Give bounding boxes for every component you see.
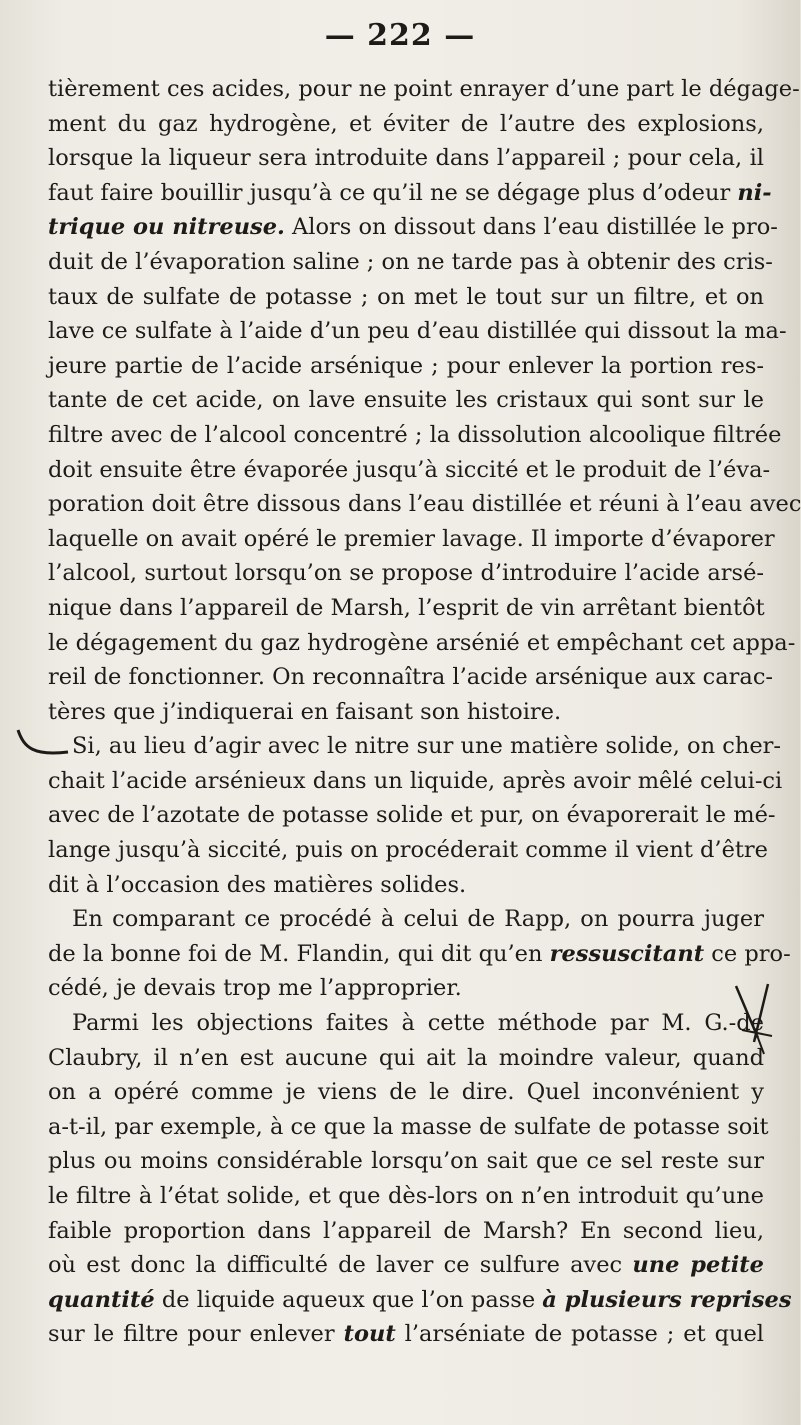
italic-text: ni- — [737, 179, 772, 206]
text-segment: ce pro- — [704, 940, 791, 967]
text-line — [48, 591, 764, 626]
text-line — [48, 971, 764, 1006]
text-line — [48, 902, 764, 937]
text-segment: tères que j’indiquerai en faisant son histoire. — [48, 698, 562, 725]
text-segment: filtre avec de l’alcool concentré ; la dissolution alcoolique filtrée — [48, 421, 782, 448]
text-line — [48, 660, 774, 695]
text-line — [48, 349, 764, 384]
text-line — [48, 210, 778, 245]
text-segment: tante de cet acide, on lave ensuite les cristaux qui sont sur le — [48, 387, 764, 414]
margin-cross-mark — [728, 980, 778, 1060]
text-line — [48, 1006, 764, 1041]
text-line — [48, 937, 791, 972]
text-segment: de liquide aqueux que l’on passe — [154, 1286, 543, 1313]
text-line — [48, 487, 801, 522]
italic-text: quantité — [48, 1286, 155, 1313]
text-line — [48, 833, 768, 868]
text-segment: cédé, je devais trop me l’approprier. — [48, 975, 462, 1002]
text-line — [48, 72, 800, 107]
body-text — [48, 72, 801, 1352]
text-line — [48, 1144, 764, 1179]
text-segment: faut faire bouillir jusqu’à ce qu’il ne se dégage plus d’odeur — [48, 179, 738, 206]
italic-text: tout — [343, 1321, 396, 1348]
text-segment: duit de l’évaporation saline ; on ne tarde pas à obtenir des cris- — [48, 248, 773, 275]
text-segment: sur le filtre pour enlever — [48, 1321, 344, 1348]
text-line — [48, 1214, 764, 1249]
text-segment: faible proportion dans l’appareil de Marsh? En second lieu, — [48, 1217, 764, 1244]
text-line — [48, 1317, 764, 1352]
text-line — [48, 453, 771, 488]
text-line — [48, 626, 796, 661]
text-segment: où est donc la difficulté de laver ce sulfure avec — [48, 1252, 633, 1279]
italic-text: trique ou nitreuse. — [48, 214, 285, 241]
text-segment: Claubry, il n’en est aucune qui ait la moindre valeur, quand — [48, 1044, 764, 1071]
text-segment: lorsque la liqueur sera introduite dans l’appareil ; pour cela, il — [48, 145, 764, 172]
margin-hook-mark — [14, 726, 74, 762]
text-segment: dit à l’occasion des matières solides. — [48, 871, 467, 898]
italic-text: ressuscitant — [549, 940, 705, 967]
text-segment: lange jusqu’à siccité, puis on procéderait comme il vient d’être — [48, 837, 768, 864]
text-segment: chait l’acide arsénieux dans un liquide, après avoir mêlé celui-ci — [48, 767, 783, 794]
page-number: — 222 — — [324, 18, 476, 53]
text-segment: lave ce sulfate à l’aide d’un peu d’eau distillée qui dissout la ma- — [48, 318, 787, 345]
text-line — [48, 764, 783, 799]
text-segment: a-t-il, par exemple, à ce que la masse de sulfate de potasse soit — [48, 1113, 769, 1140]
text-line — [48, 1075, 764, 1110]
text-segment: doit ensuite être évaporée jusqu’à siccité et le produit de l’éva- — [48, 456, 771, 483]
text-line — [48, 1041, 764, 1076]
text-segment: l’alcool, surtout lorsqu’on se propose d’introduire l’acide arsé- — [48, 560, 764, 587]
text-line — [48, 868, 764, 903]
text-segment: de la bonne foi de M. Flandin, qui dit qu’en — [48, 940, 550, 967]
text-segment: Si, au lieu d’agir avec le nitre sur une matière solide, on cher- — [72, 733, 781, 760]
text-line — [48, 556, 764, 591]
text-line — [48, 798, 776, 833]
text-segment: avec de l’azotate de potasse solide et pur, on évaporerait le mé- — [48, 802, 776, 829]
text-segment: tièrement ces acides, pour ne point enrayer d’une part le dégage- — [48, 76, 800, 102]
text-line — [48, 418, 782, 453]
text-line — [48, 1248, 764, 1283]
text-line — [48, 280, 764, 315]
text-segment: l’arséniate de potasse ; et quel — [395, 1321, 764, 1348]
text-segment: plus ou moins considérable lorsqu’on sait que ce sel reste sur — [48, 1148, 764, 1175]
text-line — [48, 695, 764, 730]
text-segment: ment du gaz hydrogène, et éviter de l’autre des explosions, — [48, 110, 764, 137]
text-segment: jeure partie de l’acide arsénique ; pour enlever la portion res- — [48, 352, 764, 379]
text-line — [48, 522, 775, 557]
text-segment: taux de sulfate de potasse ; on met le tout sur un filtre, et on — [48, 283, 764, 310]
text-line — [48, 314, 787, 349]
italic-text: une petite — [632, 1252, 765, 1279]
text-line — [48, 1110, 769, 1145]
text-segment: Alors on dissout dans l’eau distillée le pro- — [284, 214, 778, 241]
text-line — [48, 141, 764, 176]
text-segment: En comparant ce procédé à celui de Rapp, on pourra juger — [72, 906, 764, 933]
text-segment: laquelle on avait opéré le premier lavage. Il importe d’évaporer — [48, 525, 775, 552]
text-segment: poration doit être dissous dans l’eau distillée et réuni à l’eau avec — [48, 491, 801, 518]
text-segment: Parmi les objections faites à cette méthode par M. G.-de — [72, 1010, 764, 1037]
text-segment: le filtre à l’état solide, et que dès-lors on n’en introduit qu’une — [48, 1183, 764, 1209]
text-line — [48, 245, 773, 280]
text-line — [48, 1283, 792, 1318]
text-line — [48, 383, 764, 418]
text-segment: reil de fonctionner. On reconnaîtra l’acide arsénique aux carac- — [48, 664, 774, 691]
text-line — [48, 1179, 764, 1214]
text-line — [48, 729, 781, 764]
italic-text: à plusieurs reprises — [542, 1286, 792, 1313]
text-segment: le dégagement du gaz hydrogène arsénié et empêchant cet appa- — [48, 629, 796, 656]
text-segment: on a opéré comme je viens de le dire. Quel inconvénient y — [48, 1079, 764, 1106]
text-line — [48, 176, 772, 211]
text-line — [48, 107, 764, 142]
text-segment: nique dans l’appareil de Marsh, l’esprit de vin arrêtant bientôt — [48, 594, 765, 621]
